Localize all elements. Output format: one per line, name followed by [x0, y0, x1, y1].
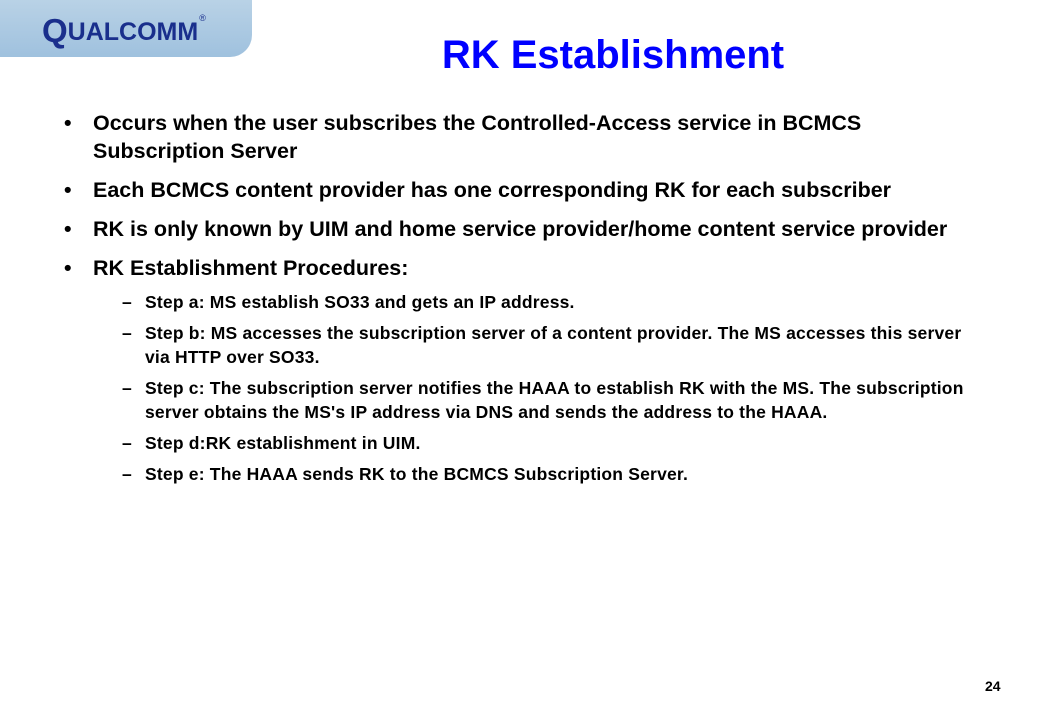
- logo-letter-q: Q: [42, 12, 68, 49]
- bullet-marker: •: [64, 256, 72, 280]
- procedure-step: [85, 462, 984, 486]
- registered-mark: ®: [199, 13, 206, 23]
- procedure-step: [85, 290, 984, 314]
- step-marker: –: [122, 464, 132, 484]
- bullet-marker: •: [64, 178, 72, 202]
- page-number: 24: [985, 678, 1001, 694]
- procedure-step: [85, 376, 984, 424]
- procedure-step: [85, 431, 984, 455]
- procedure-list: [85, 290, 984, 486]
- bullet-text: Each BCMCS content provider has one corresponding RK for each subscriber: [93, 178, 892, 202]
- step-text: Step b: MS accesses the subscription server of a content provider. The MS accesses this server via HTTP over SO33.: [145, 323, 962, 367]
- slide-title: RK Establishment: [441, 33, 785, 77]
- step-marker: –: [122, 323, 132, 343]
- step-text: Step d:RK establishment in UIM.: [145, 433, 421, 453]
- bullet-marker: •: [64, 217, 72, 241]
- step-text: Step e: The HAAA sends RK to the BCMCS Subscription Server.: [145, 464, 689, 484]
- bullet-item: [64, 176, 984, 204]
- logo-wordmark: UALCOMM: [67, 18, 199, 46]
- bullet-item: [64, 254, 984, 486]
- bullet-text: RK Establishment Procedures:: [93, 256, 409, 280]
- bullet-text: Occurs when the user subscribes the Controlled-Access service in BCMCS Subscription Server: [93, 111, 862, 163]
- procedure-step: [85, 321, 984, 369]
- step-text: Step c: The subscription server notifies the HAAA to establish RK with the MS. The subscription server obtains the MS's IP address via DNS and sends the address to the HAAA.: [145, 378, 964, 422]
- step-marker: –: [122, 292, 132, 312]
- bullet-marker: •: [64, 111, 72, 135]
- bullet-list: [64, 109, 984, 497]
- step-text: Step a: MS establish SO33 and gets an IP address.: [145, 292, 575, 312]
- step-marker: –: [122, 378, 132, 398]
- bullet-text: RK is only known by UIM and home service provider/home content service provider: [93, 217, 948, 241]
- bullet-item: [64, 109, 984, 165]
- step-marker: –: [122, 433, 132, 453]
- bullet-item: [64, 215, 984, 243]
